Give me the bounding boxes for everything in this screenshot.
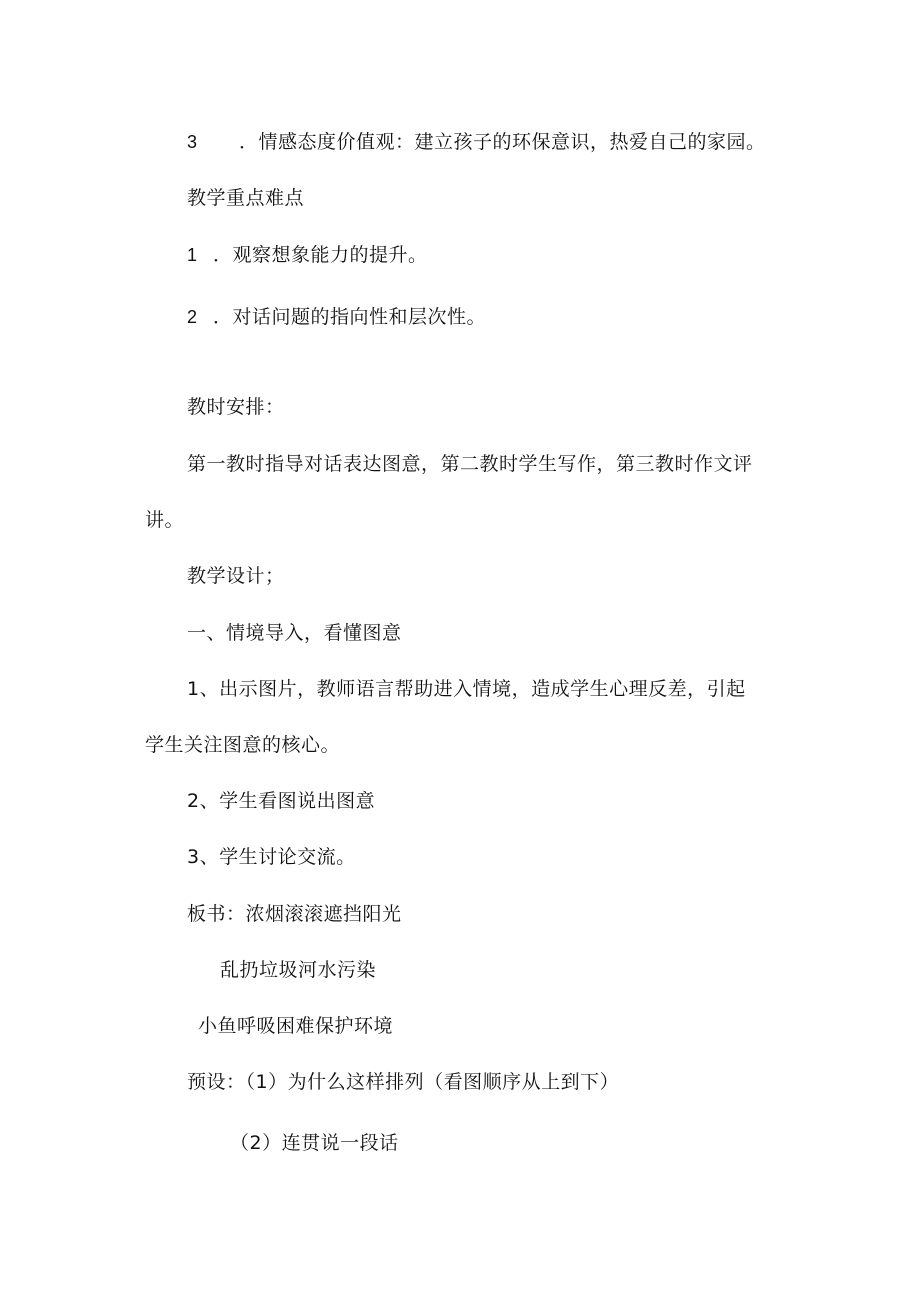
section-heading-schedule: 教时安排：: [187, 396, 285, 418]
list-number: 3: [187, 132, 198, 152]
blackboard-line-2: 乱扔垃圾河水污染: [220, 959, 377, 981]
objective-3-text: ．情感态度价值观：建立孩子的环保意识，热爱自己的家园。: [239, 131, 766, 153]
blackboard-line-3: 小鱼呼吸困难保护环境: [198, 1015, 394, 1037]
step-1-line-1: 1、出示图片，教师语言帮助进入情境，造成学生心理反差，引起: [187, 678, 746, 700]
preset-line-1: 预设：（1）为什么这样排列（看图顺序从上到下）: [187, 1071, 620, 1093]
key-point-1-text: ．观察想象能力的提升。: [213, 244, 428, 266]
blackboard-line-1: 板书：浓烟滚滚遮挡阳光: [187, 903, 402, 925]
schedule-text-line-1: 第一教时指导对话表达图意，第二教时学生写作，第三教时作文评: [187, 453, 753, 475]
step-2-line: 2、学生看图说出图意: [187, 790, 376, 812]
key-point-1-line: [187, 243, 428, 267]
step-1-line-2: 学生关注图意的核心。: [145, 734, 341, 756]
schedule-text-line-2: 讲。: [145, 509, 185, 531]
key-point-2-line: [187, 305, 486, 329]
step-one-heading: 一、情境导入，看懂图意: [187, 622, 402, 644]
section-heading-design: 教学设计；: [187, 565, 285, 587]
preset-line-2: （2）连贯说一段话: [230, 1132, 399, 1154]
section-heading-key-points: 教学重点难点: [187, 187, 305, 209]
step-3-line: 3、学生讨论交流。: [187, 846, 356, 868]
key-point-2-text: ．对话问题的指向性和层次性。: [213, 306, 487, 328]
objective-3-line: [187, 130, 766, 154]
list-number: 2: [187, 307, 198, 327]
list-number: 1: [187, 245, 198, 265]
